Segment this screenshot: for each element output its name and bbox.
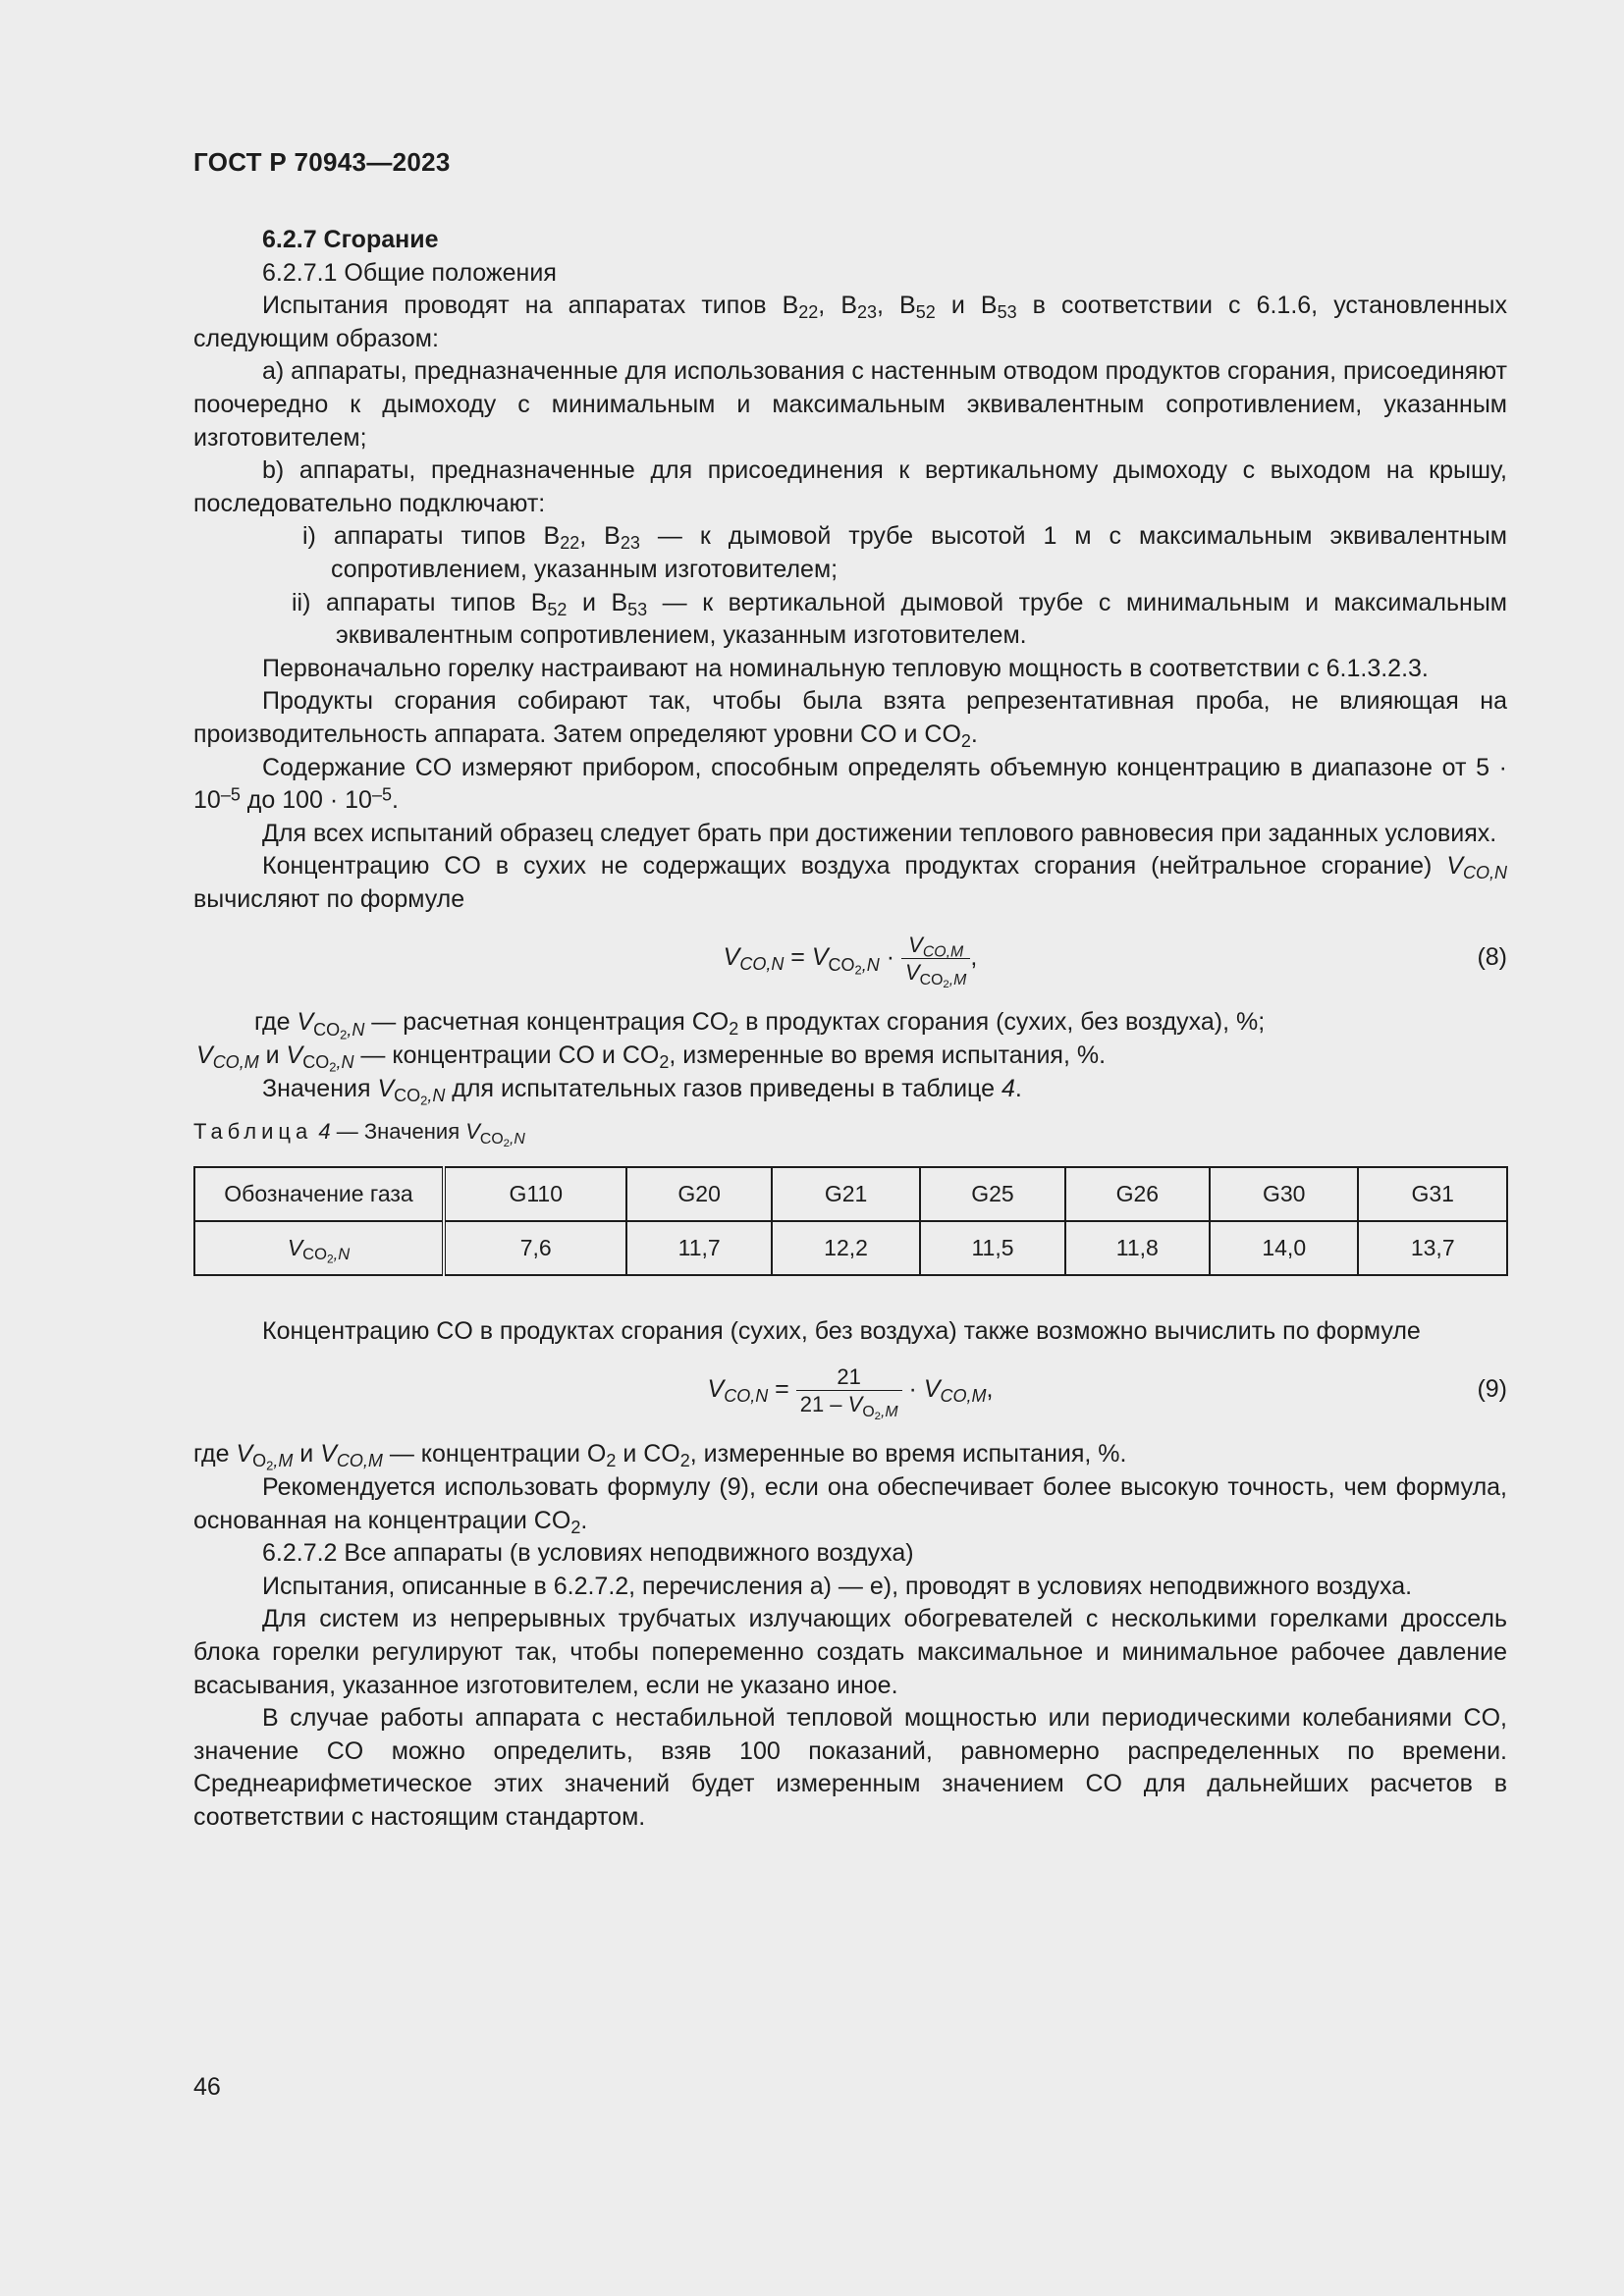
paragraph-radiant-heaters: Для систем из непрерывных трубчатых излучающих обогревателей с несколькими горелками дроссель блока горелки регулируют так, чтобы попеременно создать максимальное и минимальное рабочее давление всасывания, указанное изготовителем, если не указано иное. (193, 1605, 1507, 1699)
formula-8-number: (8) (1477, 943, 1507, 972)
formula-8-legend-2: $V_{CO,M}$ и $V_{CO_2,N}$ — концентрации CO и $CO_2$, измеренные во время испытания, %. (196, 1041, 1107, 1075)
paragraph-still-air-tests: Испытания, описанные в 6.2.7.2, перечисления а) — е), проводят в условиях неподвижного воздуха. (262, 1572, 1413, 1600)
paragraph-co-concentration: Концентрацию CO в сухих не содержащих воздуха продуктах сгорания (нейтральное сгорание) $V_{CO,N}$ вычисляют по формуле (193, 852, 1507, 913)
table-header-cell: Обозначение газа (194, 1167, 444, 1221)
page-content (193, 224, 1507, 1835)
formula-9-number: (9) (1477, 1375, 1507, 1404)
formula-8 (193, 928, 1507, 990)
paragraph-co-concentration-alt: Концентрацию CO в продуктах сгорания (сухих, без воздуха) также возможно вычислить по формуле (262, 1316, 1421, 1345)
list-item-a: а) аппараты, предназначенные для использования с настенным отводом продуктов сгорания, присоединяют поочередно к дымоходу с минимальным и максимальным эквивалентным сопротивлением, указанным изготовителем; (193, 357, 1507, 452)
table-cell: 11,7 (626, 1221, 771, 1275)
gas-values-table (193, 1166, 1508, 1276)
formula-9 (193, 1360, 1507, 1422)
formula-8-legend-1: где $V_{CO_2,N}$ — расчетная концентрация $CO_2$ в продуктах сгорания (сухих, без воздуха), %; (254, 1008, 1266, 1042)
list-item-b: b) аппараты, предназначенные для присоединения к вертикальному дымоходу с выходом на крышу, последовательно подключают: (193, 456, 1507, 517)
paragraph-table-reference: Значения $V_{CO_2,N}$ для испытательных газов приведены в таблице 4. (262, 1074, 1022, 1108)
table-cell: 12,2 (772, 1221, 920, 1275)
paragraph-test-types: Испытания проводят на аппаратах типов $B_{22}$, $B_{23}$, $B_{52}$ и $B_{53}$ в соответствии с 6.1.6, установленных следующим образом: (193, 292, 1507, 352)
paragraph-unstable-output: В случае работы аппарата с нестабильной тепловой мощностью или периодическими колебаниями CO, значение CO можно определить, взяв 100 показаний, равномерно распределенных по времени. Среднеарифметическое этих значений будет измеренным значением CO для дальнейших расчетов в соответствии с настоящим стандартом. (193, 1704, 1507, 1831)
table-header-cell: G110 (444, 1167, 626, 1221)
formula-8-fraction: $\frac{V_{CO,M}}{V_{CO_2,M}}$ (901, 932, 970, 986)
table-row-label: $V_{CO_2,N}$ (194, 1221, 444, 1275)
table-row (194, 1221, 1507, 1275)
table-header-cell: G26 (1065, 1167, 1210, 1221)
table-cell: 13,7 (1358, 1221, 1507, 1275)
table-header-cell: G20 (626, 1167, 771, 1221)
formula-9-fraction: $\frac{21}{21 - V_{O_2,M}}$ (796, 1363, 902, 1417)
formula-8-expression: $V_{CO,N} = V_{CO_2,N}$ · $\frac{V_{CO,M}}{V_{CO_2,M}}$ , (723, 933, 978, 991)
subsection-6271-title: 6.2.7.1 Общие положения (262, 258, 557, 287)
table-cell: 11,8 (1065, 1221, 1210, 1275)
document-header: ГОСТ Р 70943—2023 (193, 147, 451, 177)
formula-9-legend: где $V_{O_2,M}$ и $V_{CO,M}$ — концентрации $O_2$ и $CO_2$, измеренные во время испытания, %. (193, 1440, 1127, 1474)
page-number: 46 (193, 2073, 221, 2101)
list-item-ii: ii) аппараты типов $B_{52}$ и $B_{53}$ — к вертикальной дымовой трубе с минимальным и максимальным эквивалентным сопротивлением, указанным изготовителем. (292, 588, 1507, 650)
table-cell: 11,5 (920, 1221, 1064, 1275)
table-header-row (194, 1167, 1507, 1221)
formula-9-expression: $V_{CO,N}$ = $\frac{21}{21 - V_{O_2,M}}$ · $V_{CO,M}$, (707, 1364, 994, 1423)
subsection-6272-title: 6.2.7.2 Все аппараты (в условиях неподвижного воздуха) (262, 1539, 914, 1568)
table-cell: 14,0 (1210, 1221, 1358, 1275)
table-header-cell: G30 (1210, 1167, 1358, 1221)
paragraph-burner-setup: Первоначально горелку настраивают на номинальную тепловую мощность в соответствии с 6.1.3.2.3. (262, 654, 1429, 682)
table-cell: 7,6 (444, 1221, 626, 1275)
table-header-cell: G21 (772, 1167, 920, 1221)
table-header-cell: G25 (920, 1167, 1064, 1221)
paragraph-products-sampling: Продукты сгорания собирают так, чтобы была взята репрезентативная проба, не влияющая на производительность аппарата. Затем определяют уровни CO и $CO_2$. (193, 687, 1507, 751)
paragraph-recommendation: Рекомендуется использовать формулу (9), если она обеспечивает более высокую точность, чем формула, основанная на концентрации $CO_2$. (193, 1473, 1507, 1537)
paragraph-co-measurement: Содержание CO измеряют прибором, способным определять объемную концентрацию в диапазоне от $5 \cdot 10^{-5}$ до $100 \cdot 10^{-5}$. (193, 753, 1507, 815)
table-caption: Таблица 4 — Значения $V_{CO_2,N}$ (193, 1119, 525, 1149)
section-title: 6.2.7 Сгорание (262, 226, 439, 253)
list-item-i: i) аппараты типов $B_{22}$, $B_{23}$ — к дымовой трубе высотой 1 м с максимальным эквивалентным сопротивлением, указанным изготовителем; (302, 522, 1507, 583)
paragraph-sample-equilibrium: Для всех испытаний образец следует брать при достижении теплового равновесия при заданных условиях. (262, 819, 1497, 847)
table-header-cell: G31 (1358, 1167, 1507, 1221)
